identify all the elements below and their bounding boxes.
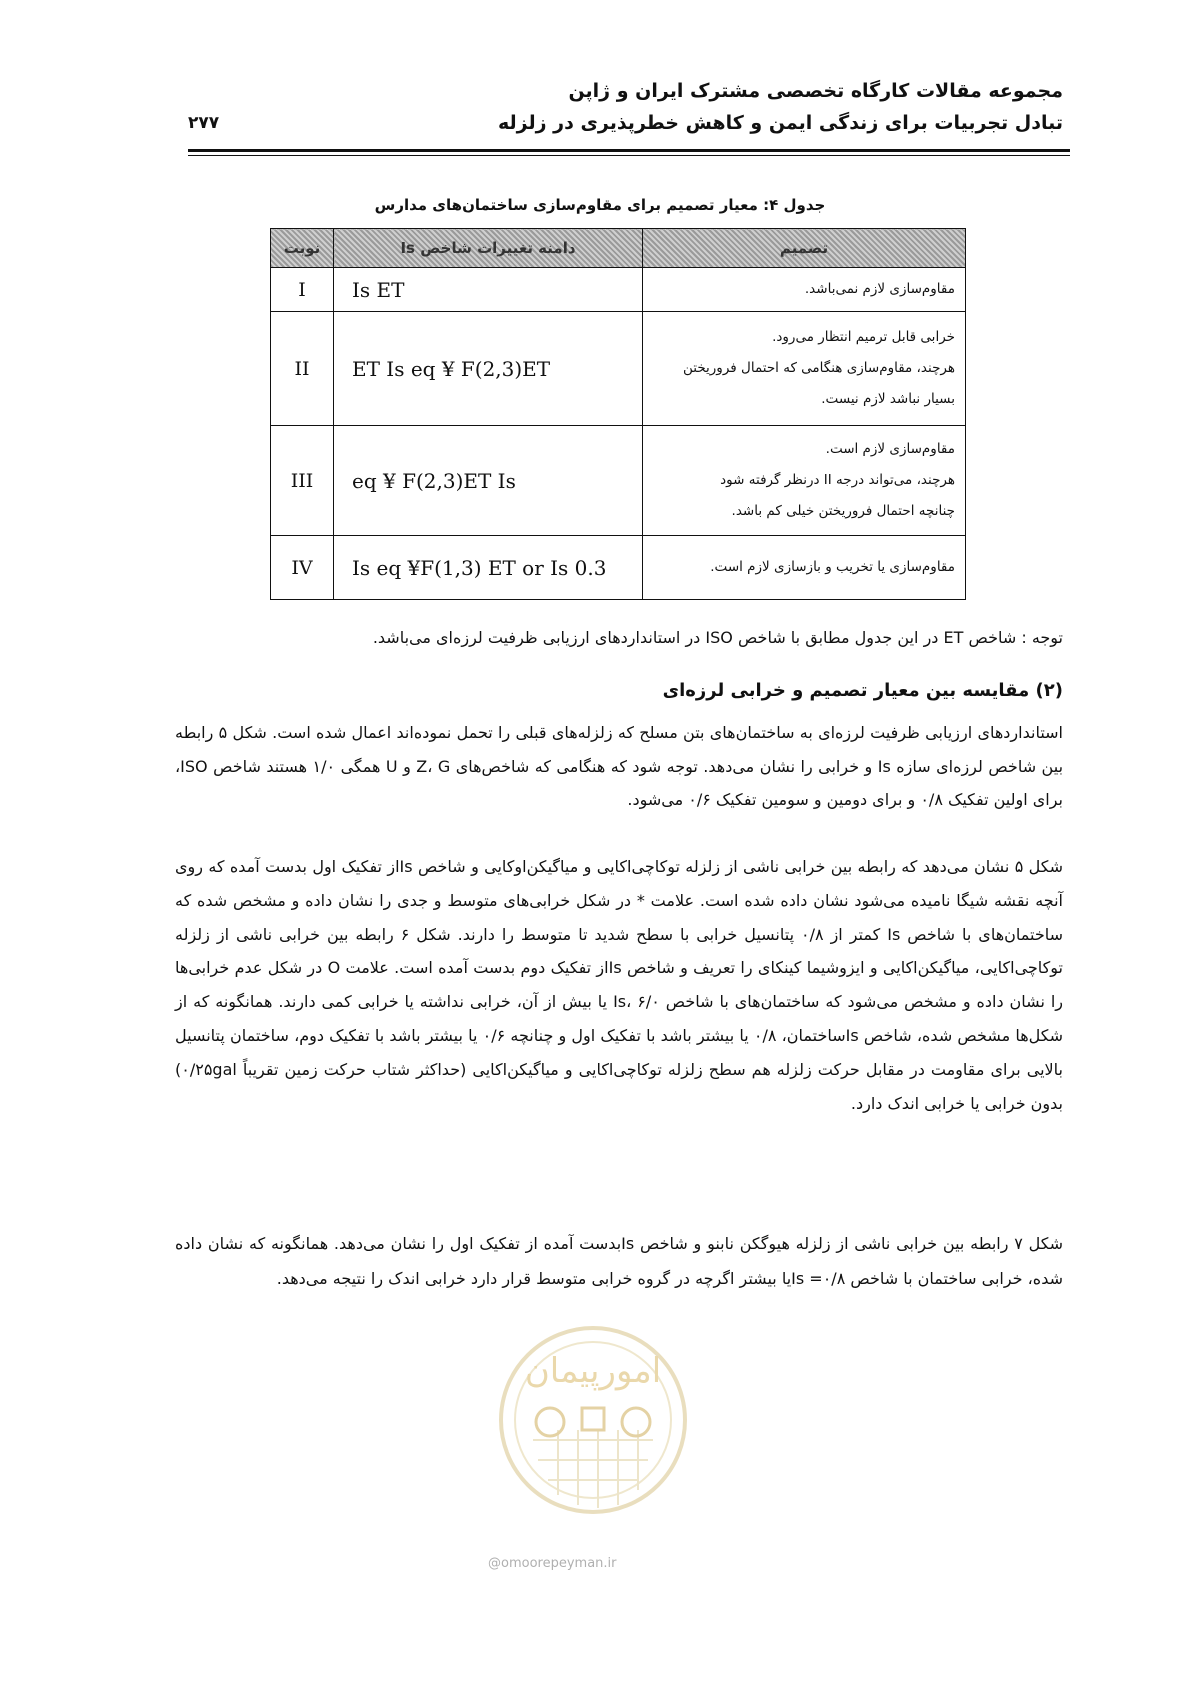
decision-criteria-table — [270, 228, 966, 600]
type-cell: III — [271, 426, 334, 536]
header-title-line2: تبادل تجربیات برای زندگی ایمن و کاهش خطرپذیری در زلزله — [498, 112, 1063, 134]
range-cell: Is ET — [334, 268, 643, 312]
decision-line: مقاوم‌سازی لازم نمی‌باشد. — [804, 281, 955, 297]
watermark-logo-text: امورپیمان — [524, 1351, 662, 1391]
column-header-decision: تصمیم — [643, 229, 966, 268]
watermark-logo — [478, 1320, 708, 1520]
table-note: توجه : شاخص ET در این جدول مطابق با شاخص ISO در استانداردهای ارزیابی ظرفیت لرزه‌ای می‌باشد. — [372, 628, 1063, 647]
range-cell: Is eq ¥F(1,3) ET or Is 0.3 — [334, 536, 643, 600]
type-cell: II — [271, 312, 334, 426]
table-row — [271, 536, 966, 600]
watermark-url: @omoorepeyman.ir — [488, 1556, 617, 1571]
decision-cell — [643, 536, 966, 600]
decision-line: خرابی قابل ترمیم انتظار می‌رود. — [772, 329, 955, 345]
body-paragraph: شکل ۷ رابطه بین خرابی ناشی از زلزله هیوگکن نابنو و شاخص Isبدست آمده از تفکیک اول را نشان می‌دهد. همانگونه که نشان داده شده، خرابی ساختمان با شاخص Is =۰/۸یا بیشتر اگرچه در گروه خرابی متوسط قرار دارد خرابی اندک را نتیجه می‌دهد. — [175, 1234, 1064, 1288]
header-rule-thick — [188, 149, 1070, 152]
decision-line: هرچند، مقاوم‌سازی هنگامی که احتمال فروریختن — [682, 360, 955, 376]
page-number: ۲۷۷ — [188, 113, 220, 133]
body-paragraph: شکل ۵ نشان می‌دهد که رابطه بین خرابی ناشی از زلزله توکاچی‌اکایی و میاگیکن‌اوکایی و شاخص Isاز تفکیک اول بدست آمده که روی آنچه نقشه شیگا نامیده می‌شود نشان داده شده است. علامت * در شکل خرابی‌های متوسط و جدی را نشان داده و مشخص شده که ساختمان‌های با شاخص Is کمتر از ۰/۸ پتانسیل خرابی با سطح شدید تا متوسط را دارند. شکل ۶ رابطه بین خرابی ناشی از زلزله توکاچی‌اکایی، میاگیکن‌اکایی و ایزوشیما کینکای را تعریف و شاخص Isاز تفکیک دوم بدست آمده است. علامت O در شکل عدم خرابی‌ها را نشان داده و مشخص می‌شود که ساختمان‌های با شاخص Is، ۶/۰ یا بیش از آن، خرابی نداشته یا خرابی کمی دارند. همانگونه که از شکل‌ها مشخص شده، شاخص Isساختمان، ۰/۸ یا بیشتر باشد با تفکیک اول و چنانچه ۰/۶ یا بیشتر باشد با تفکیک دوم، ساختمان پتانسیل بالایی برای مقاومت در مقابل حرکت زلزله هم سطح زلزله توکاچی‌اکایی و میاگیکن‌اکایی (حداکثر شتاب حرکت زمین تقریباً ۰/۲۵gal) بدون خرابی یا خرابی اندک دارد. — [175, 857, 1064, 1113]
table-header-row — [271, 229, 966, 268]
body-paragraph: استانداردهای ارزیابی ظرفیت لرزه‌ای به ساختمان‌های بتن مسلح که زلزله‌های قبلی را تحمل نموده‌اند اعمال شده است. شکل ۵ رابطه بین شاخص لرزه‌ای سازه Is و خرابی را نشان می‌دهد. توجه شود که هنگامی که شاخص‌های Z، G و U همگی ۱/۰ هستند شاخص ISO، برای اولین تفکیک ۰/۸ و برای دومین و سومین تفکیک ۰/۶ می‌شود. — [175, 723, 1064, 809]
decision-cell — [643, 426, 966, 536]
range-cell: eq ¥ F(2,3)ET Is — [334, 426, 643, 536]
decision-cell — [643, 268, 966, 312]
column-header-range: دامنه تغییرات شاخص Is — [334, 229, 643, 268]
range-cell: ET Is eq ¥ F(2,3)ET — [334, 312, 643, 426]
type-cell: IV — [271, 536, 334, 600]
decision-line: مقاوم‌سازی لازم است. — [825, 441, 955, 457]
table-caption: جدول ۴: معیار تصمیم برای مقاوم‌سازی ساختمان‌های مدارس — [374, 196, 826, 214]
decision-line: بسیار نباشد لازم نیست. — [821, 391, 955, 407]
decision-cell — [643, 312, 966, 426]
header-rule-thin — [188, 155, 1070, 156]
decision-line: هرچند، می‌تواند درجه II درنظر گرفته شود — [720, 472, 955, 488]
header-title-line1: مجموعه مقالات کارگاه تخصصی مشترک ایران و ژاپن — [568, 80, 1063, 102]
type-cell: I — [271, 268, 334, 312]
section-heading: (۲) مقایسه بین معیار تصمیم و خرابی لرزه‌ای — [662, 680, 1063, 701]
watermark-url-text: omoorepeyman.ir — [501, 1556, 617, 1571]
column-header-type: نوبت — [271, 229, 334, 268]
decision-line: مقاوم‌سازی یا تخریب و بازسازی لازم است. — [710, 559, 955, 575]
table-row — [271, 268, 966, 312]
table-row — [271, 312, 966, 426]
table-row — [271, 426, 966, 536]
decision-line: چنانچه احتمال فروریختن خیلی کم باشد. — [731, 503, 955, 519]
